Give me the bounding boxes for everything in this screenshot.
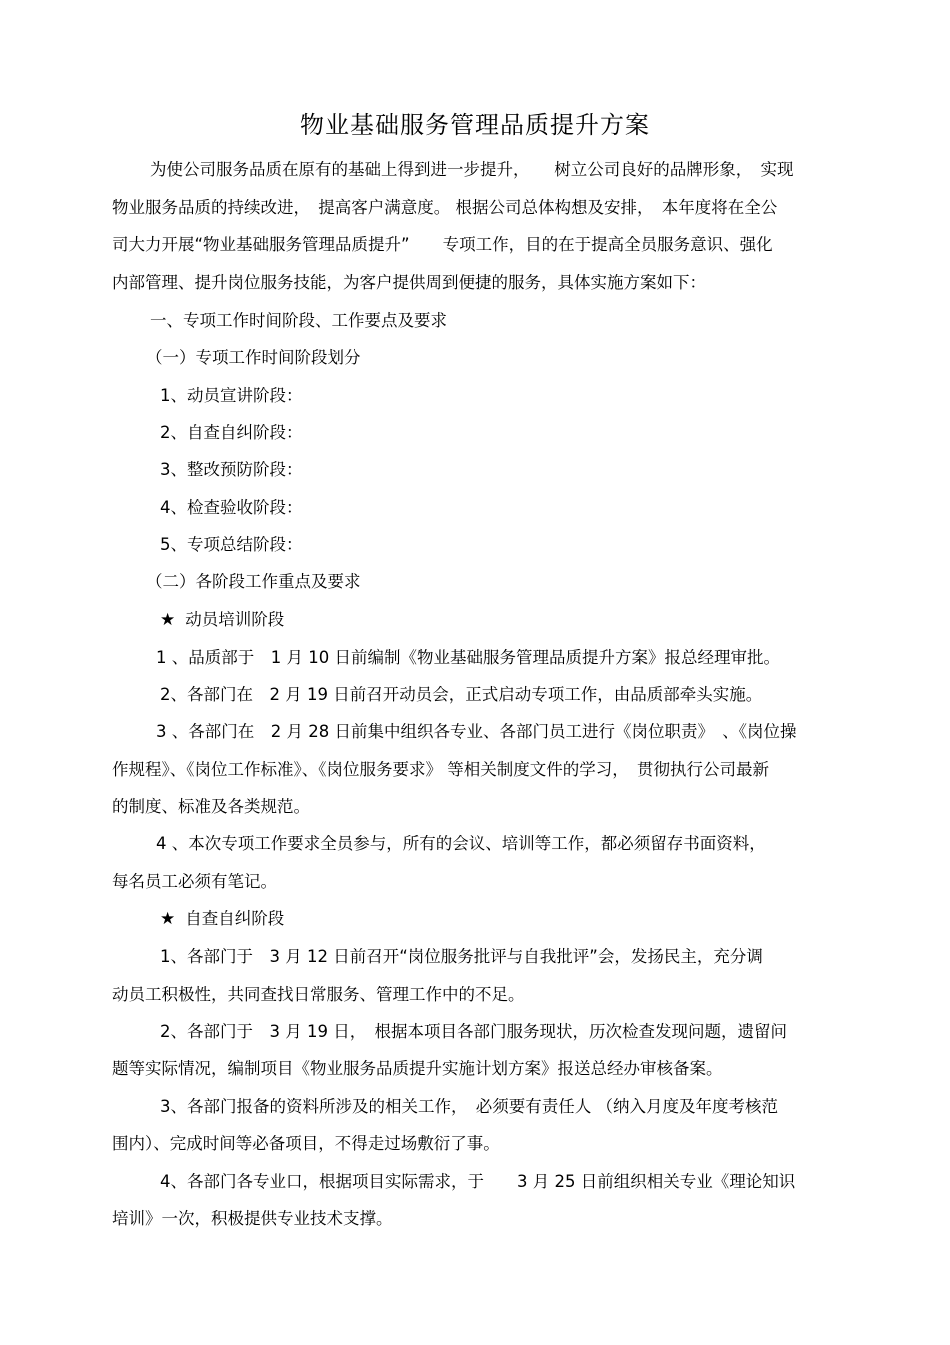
phase2-item-3-cont: 围内）、完成时间等必备项目，不得走过场敷衍了事。 [112,1134,500,1153]
subsection-heading-2: （二）各阶段工作重点及要求 [146,572,361,591]
phase2-item-1-cont: 动员工积极性，共同查找日常服务、管理工作中的不足。 [112,985,525,1004]
phase-heading-label: 动员培训阶段 [185,610,285,629]
phase1-item-3-cont-1: 作规程》、《岗位工作标准》、《岗位服务要求》 等相关制度文件的学习， 贯彻执行公司最新 [112,760,769,779]
phase2-item-2-cont: 题等实际情况，编制项目《物业服务品质提升实施计划方案》报送总经办审核备案。 [112,1059,723,1078]
star-icon: ★ [160,610,176,630]
section-heading-1: 一、专项工作时间阶段、工作要点及要求 [150,311,447,330]
phase1-item-1: 1 、品质部于 1 月 10 日前编制《物业基础服务管理品质提升方案》报总经理审批。 [156,648,780,667]
phase2-item-3: 3、各部门报备的资料所涉及的相关工作， 必须要有责任人 （纳入月度及年度考核范 [160,1097,778,1116]
phase-heading-self-check [160,907,284,931]
intro-line-2: 物业服务品质的持续改进， 提高客户满意度。 根据公司总体构想及安排， 本年度将在全公 [112,198,778,217]
stage-item-2: 2、自查自纠阶段： [160,423,303,442]
phase1-item-4: 4 、本次专项工作要求全员参与，所有的会议、培训等工作，都必须留存书面资料， [156,834,766,853]
phase1-item-2: 2、各部门在 2 月 19 日前召开动员会，正式启动专项工作，由品质部牵头实施。 [160,685,763,704]
document-title: 物业基础服务管理品质提升方案 [300,111,650,139]
stage-item-4: 4、检查验收阶段： [160,498,303,517]
phase-heading-mobilization [160,608,284,632]
phase2-item-4: 4、各部门各专业口，根据项目实际需求，于 3 月 25 日前组织相关专业《理论知识 [160,1172,796,1191]
phase-heading-label: 自查自纠阶段 [185,909,285,928]
phase2-item-4-cont: 培训》一次，积极提供专业技术支撑。 [112,1209,393,1228]
phase1-item-4-cont: 每名员工必须有笔记。 [112,872,277,891]
stage-item-3: 3、整改预防阶段： [160,460,303,479]
intro-line-1: 为使公司服务品质在原有的基础上得到进一步提升， 树立公司良好的品牌形象， 实现 [150,160,794,179]
stage-item-1: 1、动员宣讲阶段： [160,386,303,405]
phase1-item-3-cont-2: 的制度、标准及各类规范。 [112,797,310,816]
intro-line-3: 司大力开展“物业基础服务管理品质提升” 专项工作，目的在于提高全员服务意识、强化 [112,235,773,254]
phase1-item-3: 3 、各部门在 2 月 28 日前集中组织各专业、各部门员工进行《岗位职责》 、《岗位操 [156,722,797,741]
phase2-item-1: 1、各部门于 3 月 12 日前召开“岗位服务批评与自我批评”会，发扬民主，充分调 [160,947,763,966]
stage-item-5: 5、专项总结阶段： [160,535,303,554]
subsection-heading-1: （一）专项工作时间阶段划分 [146,348,361,367]
intro-line-4: 内部管理、提升岗位服务技能，为客户提供周到便捷的服务，具体实施方案如下： [112,273,706,292]
star-icon: ★ [160,909,176,929]
phase2-item-2: 2、各部门于 3 月 19 日， 根据本项目各部门服务现状，历次检查发现问题，遗留问 [160,1022,787,1041]
